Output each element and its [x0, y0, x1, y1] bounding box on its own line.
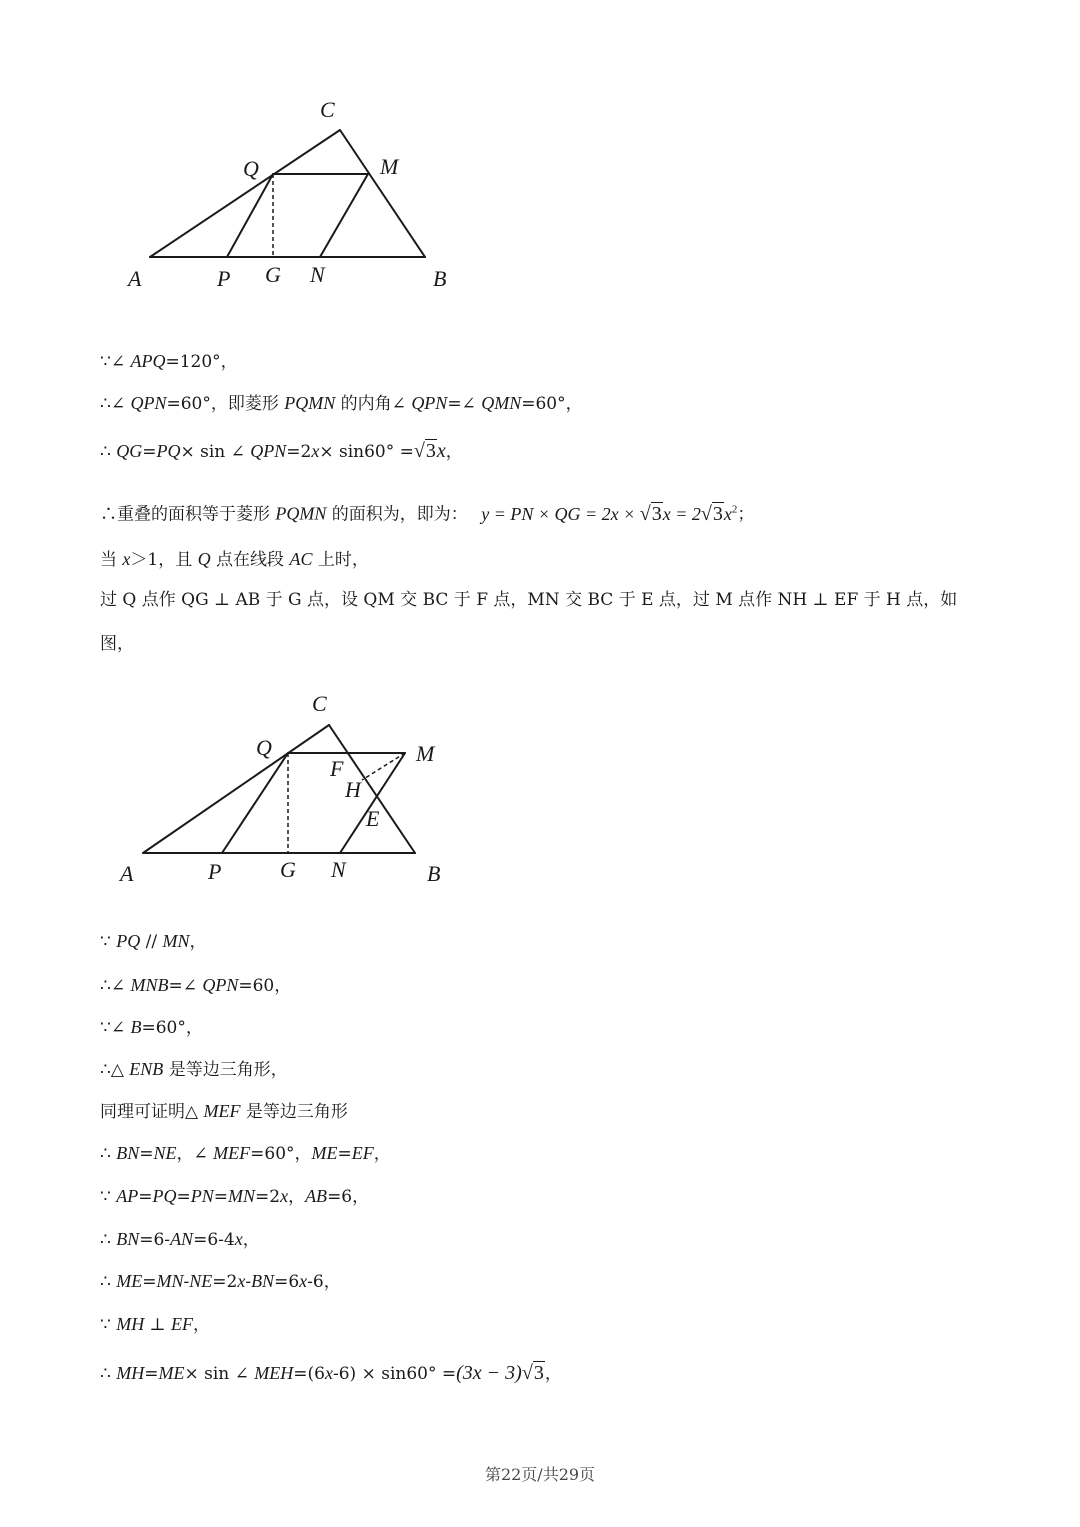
text-line-1: ∵∠ APQ=120°， — [100, 351, 238, 372]
text-line-3: ∴ QG=PQ× sin ∠ QPN=2x× sin60° =√3x， — [100, 440, 463, 462]
segment-AC — [150, 130, 340, 257]
label-G: G — [280, 857, 296, 882]
figure-overlap-case — [110, 685, 470, 895]
label-C: C — [312, 691, 327, 716]
segment-MN — [320, 174, 368, 257]
text-line-14: ∴ BN=6-AN=6-4x， — [100, 1229, 260, 1250]
text-line-8: ∴∠ MNB=∠ QPN=60， — [100, 975, 292, 996]
label-P: P — [208, 859, 222, 884]
label-Q: Q — [243, 156, 259, 181]
segment-PQ — [227, 174, 273, 257]
label-H: H — [345, 777, 361, 802]
text-line-16: ∵ MH ⊥ EF， — [100, 1314, 211, 1335]
label-C: C — [320, 97, 335, 122]
label-G: G — [265, 262, 281, 287]
sqrt-symbol: √3 — [521, 1362, 544, 1384]
page-footer: 第22页/共29页 — [484, 1465, 596, 1484]
segment-AC — [143, 725, 329, 853]
label-M: M — [416, 741, 435, 766]
text-line-6: 过 Q 点作 QG ⊥ AB 于 G 点，设 QM 交 BC 于 F 点，MN 交 BC 于 E 点，过 M 点作 NH ⊥ EF 于 H 点，如图， — [100, 590, 958, 654]
text-line-13: ∵ AP=PQ=PN=MN=2x，AB=6， — [100, 1186, 370, 1207]
label-A: A — [128, 266, 142, 291]
label-N: N — [331, 857, 346, 882]
text-line-17: ∴ MH=ME× sin ∠ MEH=(6x-6) × sin60° =(3x − 3)√3， — [100, 1362, 562, 1384]
label-E: E — [366, 806, 380, 831]
label-A: A — [120, 861, 134, 886]
text-line-2: ∴∠ QPN=60°，即菱形 PQMN 的内角∠ QPN=∠ QMN=60°， — [100, 393, 583, 414]
label-M: M — [380, 154, 399, 179]
sqrt-symbol: √3 — [700, 502, 723, 525]
segment-MH — [362, 753, 405, 780]
label-B: B — [433, 266, 447, 291]
text-line-5: 当 x＞1，且 Q 点在线段 AC 上时， — [100, 549, 369, 570]
text-line-12: ∴ BN=NE，∠ MEF=60°，ME=EF， — [100, 1143, 391, 1164]
text-line-9: ∵∠ B=60°， — [100, 1017, 203, 1038]
text-line-10: ∴△ ENB 是等边三角形， — [100, 1059, 288, 1080]
segment-PQ — [222, 753, 288, 853]
label-F: F — [330, 756, 344, 781]
label-B: B — [427, 861, 441, 886]
text-line-4: ∴重叠的面积等于菱形 PQMN 的面积为，即为： y = PN × QG = $2x \times √3x = 2√3x^2$； — [100, 502, 755, 525]
text-line-11: 同理可证明△ MEF 是等边三角形 — [100, 1101, 348, 1122]
text-line-7: ∵ PQ // MN， — [100, 931, 207, 952]
text-line-15: ∴ ME=MN-NE=2x-BN=6x-6， — [100, 1271, 341, 1292]
label-Q: Q — [256, 735, 272, 760]
segment-CB — [340, 130, 425, 257]
label-N: N — [310, 262, 325, 287]
segment-CB — [329, 725, 415, 853]
figure-rhombus-inside-triangle — [120, 90, 480, 300]
label-P: P — [217, 266, 231, 291]
sqrt-symbol: √3 — [639, 502, 662, 525]
sqrt-symbol: √3 — [413, 440, 436, 462]
segment-MN — [340, 753, 405, 853]
